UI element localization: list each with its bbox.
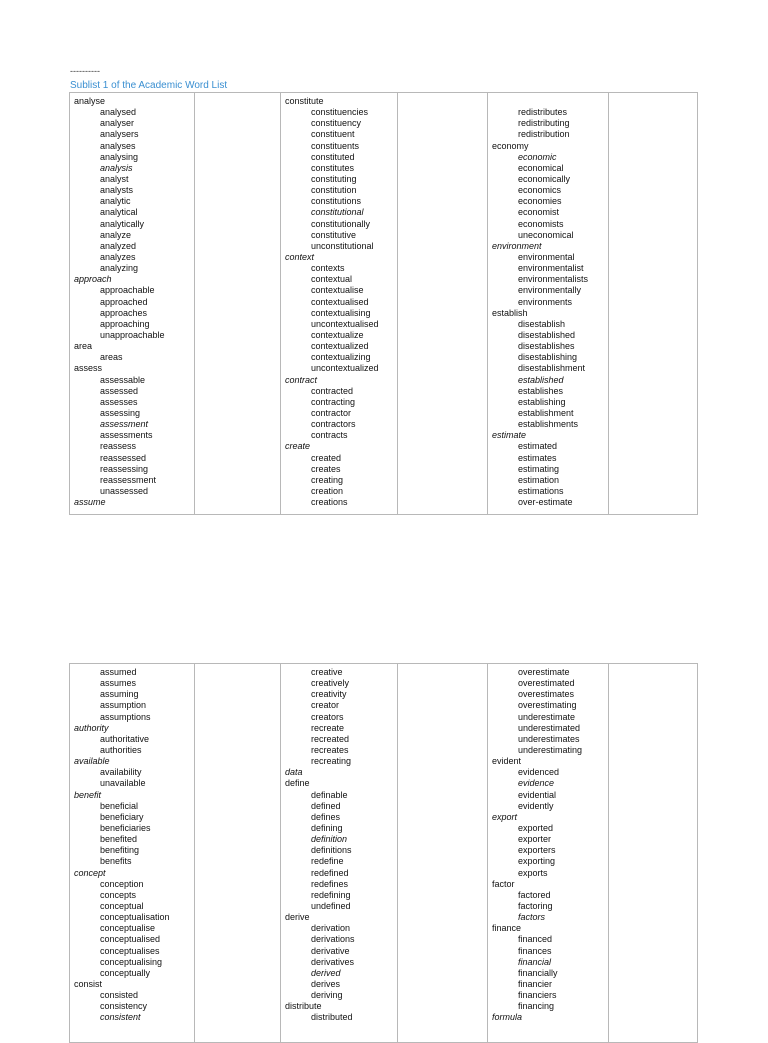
headword: concept: [74, 867, 106, 878]
word-family-member: authorities: [100, 744, 142, 755]
word-family-member: evidential: [518, 789, 557, 800]
word-family-member: defined: [311, 800, 341, 811]
word-family-member: contextualizing: [311, 352, 371, 363]
word-family-member: beneficial: [100, 800, 139, 811]
headword: assess: [74, 363, 103, 374]
headword: establish: [492, 307, 528, 318]
word-family-member: disestablished: [518, 329, 576, 340]
word-family-member: assessed: [100, 385, 139, 396]
headword: environment: [492, 240, 542, 251]
empty-column: [609, 93, 697, 514]
empty-column: [398, 664, 488, 1042]
word-family-member: redefined: [311, 867, 349, 878]
word-family-member: economists: [518, 218, 564, 229]
headword: evident: [492, 756, 522, 767]
headword: finance: [492, 923, 522, 934]
word-family-member: contextual: [311, 274, 353, 285]
word-family-member: contexts: [311, 263, 345, 274]
word-family-member: creative: [311, 667, 343, 677]
word-family-member: creates: [311, 463, 341, 474]
word-family-member: reassessed: [100, 452, 147, 463]
word-family-member: approached: [100, 296, 148, 307]
word-family-member: conceptualises: [100, 945, 160, 956]
word-family-member: creating: [311, 474, 344, 485]
word-family-member: conception: [100, 878, 144, 889]
word-family-member: constituency: [311, 118, 362, 129]
headword: export: [492, 811, 518, 822]
word-family-member: analysis: [100, 162, 133, 173]
word-family-member: constitutionally: [311, 218, 371, 229]
word-family-member: underestimates: [518, 733, 580, 744]
empty-column: [398, 93, 488, 514]
word-family-member: assumed: [100, 667, 137, 677]
word-family-member: analytic: [100, 196, 131, 207]
word-family-member: reassessing: [100, 463, 149, 474]
word-family-member: approaching: [100, 318, 150, 329]
word-family-member: estimates: [518, 452, 557, 463]
word-family-member: assuming: [100, 689, 139, 700]
word-family-member: benefited: [100, 834, 138, 845]
word-family-member: derivations: [311, 934, 355, 945]
word-family-member: conceptualise: [100, 923, 156, 934]
word-family-member: assumption: [100, 700, 147, 711]
word-family-member: constitutes: [311, 162, 355, 173]
word-family-member: conceptualised: [100, 934, 161, 945]
word-family-member: financiers: [518, 990, 557, 1001]
word-list-column: [281, 93, 398, 514]
word-family-member: contracted: [311, 385, 354, 396]
word-table-2: [69, 663, 698, 1043]
word-family-member: environmental: [518, 251, 575, 262]
word-family-member: analysts: [100, 185, 134, 196]
word-family-member: environmentally: [518, 285, 582, 296]
word-family-member: environmentalists: [518, 274, 589, 285]
word-family-member: derivative: [311, 945, 350, 956]
word-family-member: unavailable: [100, 778, 146, 789]
word-family-member: underestimated: [518, 722, 581, 733]
word-family-member: definitions: [311, 845, 352, 856]
word-family-member: analyze: [100, 229, 132, 240]
word-family-member: factors: [518, 912, 546, 923]
word-family-member: creations: [311, 497, 348, 508]
word-family-member: estimated: [518, 441, 558, 452]
word-family-member: definable: [311, 789, 348, 800]
word-family-member: assumes: [100, 678, 137, 689]
word-family-member: creators: [311, 711, 344, 722]
word-family-member: approaches: [100, 307, 148, 318]
word-family-member: distributed: [311, 1012, 353, 1023]
headword: available: [74, 756, 110, 767]
word-family-member: reassess: [100, 441, 137, 452]
word-family-member: environments: [518, 296, 573, 307]
word-family-member: uncontextualised: [311, 318, 379, 329]
word-family-member: redefining: [311, 889, 351, 900]
headword: factor: [492, 878, 515, 889]
word-family-member: establishments: [518, 419, 579, 430]
headword: consist: [74, 978, 103, 989]
word-family-member: [488, 96, 608, 107]
word-family-member: constitutional: [311, 207, 364, 218]
headword: distribute: [285, 1001, 322, 1012]
page-heading: Sublist 1 of the Academic Word List: [70, 80, 228, 91]
word-family-member: assessments: [100, 430, 153, 441]
word-family-member: approachable: [100, 285, 155, 296]
word-family-member: assessment: [100, 419, 149, 430]
word-family-member: analytical: [100, 207, 138, 218]
word-family-member: conceptual: [100, 900, 144, 911]
headword: define: [285, 778, 310, 789]
word-family-member: benefits: [100, 856, 132, 867]
word-family-member: financing: [518, 1001, 555, 1012]
word-family-member: estimation: [518, 474, 560, 485]
word-family-member: contextualize: [311, 329, 364, 340]
word-family-member: overestimated: [518, 678, 575, 689]
headword: economy: [492, 140, 529, 151]
headword: estimate: [492, 430, 527, 441]
word-family-member: conceptualisation: [100, 912, 170, 923]
word-family-member: finances: [518, 945, 552, 956]
word-family-member: redefine: [311, 856, 344, 867]
word-family-member: overestimate: [518, 667, 570, 677]
word-family-member: unconstitutional: [311, 240, 374, 251]
headword: analyse: [74, 96, 106, 106]
word-family-member: exporting: [518, 856, 556, 867]
word-family-member: consistent: [100, 1012, 141, 1023]
word-family-member: redistributes: [518, 107, 568, 118]
word-family-member: disestablish: [518, 318, 566, 329]
word-family-member: defines: [311, 811, 341, 822]
word-family-member: economically: [518, 173, 571, 184]
word-family-member: uncontextualized: [311, 363, 379, 374]
word-family-member: economic: [518, 151, 557, 162]
word-family-member: assesses: [100, 396, 138, 407]
word-family-member: beneficiaries: [100, 822, 151, 833]
word-family-member: analyzes: [100, 251, 136, 262]
word-family-member: economist: [518, 207, 560, 218]
word-family-member: derivatives: [311, 956, 355, 967]
word-family-member: contractor: [311, 407, 352, 418]
word-family-member: recreated: [311, 733, 350, 744]
headword: context: [285, 251, 315, 262]
word-family-member: contractors: [311, 419, 356, 430]
word-family-member: analytically: [100, 218, 145, 229]
word-family-member: constituents: [311, 140, 360, 151]
headword: data: [285, 767, 303, 778]
word-family-member: consisted: [100, 990, 139, 1001]
word-family-member: reassessment: [100, 474, 157, 485]
word-family-member: recreates: [311, 744, 349, 755]
word-family-member: contracts: [311, 430, 348, 441]
word-family-member: derives: [311, 978, 341, 989]
word-family-member: analysers: [100, 129, 139, 140]
headword: assume: [74, 497, 106, 508]
word-family-member: conceptually: [100, 967, 151, 978]
word-family-member: established: [518, 374, 564, 385]
word-family-member: financier: [518, 978, 553, 989]
word-family-member: economies: [518, 196, 562, 207]
headword: constitute: [285, 96, 324, 106]
word-family-member: disestablishes: [518, 341, 575, 352]
word-family-member: recreate: [311, 722, 345, 733]
word-family-member: financed: [518, 934, 553, 945]
headword: benefit: [74, 789, 102, 800]
word-list-column: [70, 93, 195, 514]
word-family-member: unapproachable: [100, 329, 165, 340]
headword: formula: [492, 1012, 523, 1023]
word-family-member: unassessed: [100, 485, 149, 496]
word-family-member: exports: [518, 867, 548, 878]
word-family-member: creatively: [311, 678, 350, 689]
word-family-member: exporter: [518, 834, 552, 845]
word-family-member: exporters: [518, 845, 556, 856]
word-family-member: disestablishing: [518, 352, 578, 363]
word-family-member: assumptions: [100, 711, 151, 722]
word-family-member: creator: [311, 700, 340, 711]
word-table-1: [69, 92, 698, 515]
word-family-member: overestimates: [518, 689, 575, 700]
empty-column: [195, 93, 281, 514]
word-family-member: establishes: [518, 385, 564, 396]
word-family-member: deriving: [311, 990, 343, 1001]
word-family-member: redistributing: [518, 118, 570, 129]
word-list-column: [488, 664, 609, 1042]
empty-column: [195, 664, 281, 1042]
word-family-member: undefined: [311, 900, 351, 911]
word-family-member: underestimate: [518, 711, 576, 722]
word-family-member: derivation: [311, 923, 351, 934]
word-family-member: economical: [518, 162, 564, 173]
headword: area: [74, 341, 93, 352]
word-family-member: assessing: [100, 407, 141, 418]
word-family-member: environmentalist: [518, 263, 584, 274]
word-family-member: underestimating: [518, 744, 583, 755]
word-family-member: recreating: [311, 756, 352, 767]
word-family-member: defining: [311, 822, 343, 833]
word-family-member: constitution: [311, 185, 357, 196]
word-family-member: redefines: [311, 878, 349, 889]
word-family-member: analyzing: [100, 263, 139, 274]
headword: approach: [74, 274, 112, 285]
headword: authority: [74, 722, 109, 733]
word-family-member: constituted: [311, 151, 355, 162]
word-family-member: evidence: [518, 778, 555, 789]
word-family-member: concepts: [100, 889, 137, 900]
word-family-member: contextualising: [311, 307, 371, 318]
word-family-member: uneconomical: [518, 229, 574, 240]
word-family-member: creativity: [311, 689, 347, 700]
word-family-member: contextualized: [311, 341, 369, 352]
word-family-member: exported: [518, 822, 554, 833]
word-family-member: financially: [518, 967, 558, 978]
word-family-member: establishment: [518, 407, 574, 418]
word-family-member: constitutive: [311, 229, 357, 240]
word-family-member: factoring: [518, 900, 553, 911]
word-family-member: economics: [518, 185, 562, 196]
word-list-column: [70, 664, 195, 1042]
word-family-member: derived: [311, 967, 341, 978]
word-family-member: analysed: [100, 107, 137, 118]
word-family-member: contracting: [311, 396, 356, 407]
word-family-member: analyser: [100, 118, 135, 129]
word-family-member: created: [311, 452, 342, 463]
word-family-member: benefiting: [100, 845, 140, 856]
headword: derive: [285, 912, 310, 923]
word-family-member: creation: [311, 485, 344, 496]
word-list-column: [281, 664, 398, 1042]
word-family-member: evidently: [518, 800, 554, 811]
word-family-member: availability: [100, 767, 142, 778]
word-family-member: definition: [311, 834, 348, 845]
word-family-member: constituencies: [311, 107, 369, 118]
separator-dashes: ----------: [70, 66, 100, 76]
word-family-member: assessable: [100, 374, 146, 385]
word-family-member: evidenced: [518, 767, 560, 778]
word-family-member: overestimating: [518, 700, 577, 711]
word-family-member: estimating: [518, 463, 560, 474]
word-family-member: constitutions: [311, 196, 362, 207]
word-family-member: establishing: [518, 396, 566, 407]
word-family-member: conceptualising: [100, 956, 163, 967]
headword: contract: [285, 374, 318, 385]
word-family-member: estimations: [518, 485, 564, 496]
word-family-member: contextualised: [311, 296, 369, 307]
word-family-member: constituent: [311, 129, 355, 140]
word-family-member: areas: [100, 352, 123, 363]
word-list-column: [488, 93, 609, 514]
word-family-member: analyst: [100, 173, 129, 184]
word-family-member: factored: [518, 889, 551, 900]
word-family-member: disestablishment: [518, 363, 586, 374]
word-family-member: contextualise: [311, 285, 364, 296]
word-family-member: analyses: [100, 140, 136, 151]
word-family-member: financial: [518, 956, 552, 967]
word-family-member: beneficiary: [100, 811, 144, 822]
word-family-member: analyzed: [100, 240, 137, 251]
empty-column: [609, 664, 697, 1042]
word-family-member: authoritative: [100, 733, 150, 744]
word-family-member: redistribution: [518, 129, 570, 140]
word-family-member: over-estimate: [518, 497, 573, 508]
word-family-member: analysing: [100, 151, 139, 162]
word-family-member: consistency: [100, 1001, 148, 1012]
word-family-member: constituting: [311, 173, 357, 184]
headword: create: [285, 441, 311, 452]
